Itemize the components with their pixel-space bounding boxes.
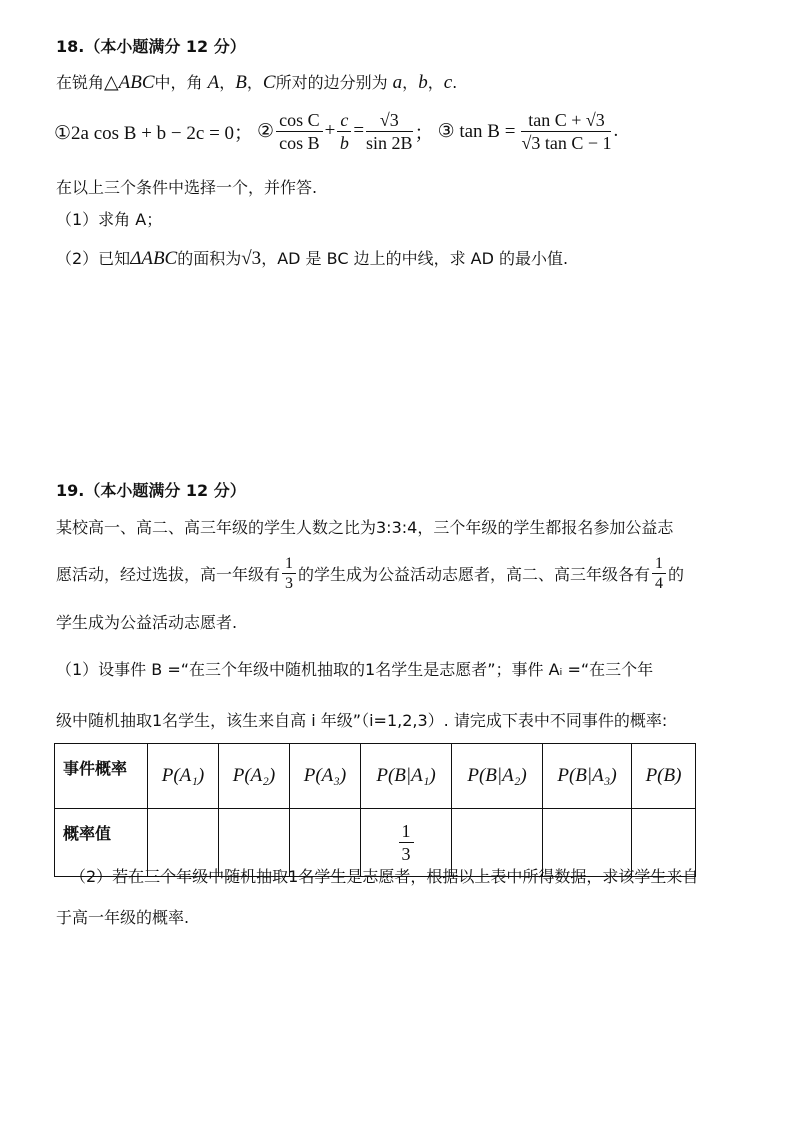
fraction-one-quarter bbox=[652, 555, 666, 592]
table-header-cell: P(A₁) bbox=[148, 744, 219, 809]
q18-side-a: a bbox=[392, 72, 403, 93]
q19-line-2 bbox=[56, 550, 684, 596]
fraction-denominator: sin 2B bbox=[366, 132, 413, 153]
q18-intro-triangle: △ABC bbox=[104, 72, 155, 93]
fraction-numerator: tan C + √3 bbox=[521, 110, 611, 132]
q18-part-2 bbox=[56, 246, 568, 270]
q19-part-1-line-1: （1）设事件 B =“在三个年级中随机抽取的1名学生是志愿者”；事件 Aᵢ =“在三个年 bbox=[56, 660, 654, 679]
fraction-numerator: cos C bbox=[276, 110, 323, 132]
fraction-denominator: cos B bbox=[279, 132, 320, 153]
q19-part-2-line-1: （2）若在三个年级中随机抽取1名学生是志愿者，根据以上表中所得数据，求该学生来自 bbox=[70, 867, 699, 886]
q19-line-2-c: 的 bbox=[668, 564, 685, 584]
q18-condition-2-equals: = bbox=[353, 120, 365, 141]
q18-condition-2-end: ； bbox=[414, 122, 434, 144]
q19-line-2-b: 的学生成为公益活动志愿者，高二、高三年级各有 bbox=[298, 564, 651, 584]
q18-angle-b: B bbox=[235, 72, 247, 93]
q18-angle-a: A bbox=[207, 72, 220, 93]
q18-part-2-c: ，AD 是 BC 边上的中线，求 AD 的最小值. bbox=[261, 249, 569, 268]
q18-choose-instruction: 在以上三个条件中选择一个，并作答. bbox=[56, 178, 318, 197]
fraction-given bbox=[399, 821, 414, 864]
q18-part-2-b: 的面积为 bbox=[177, 249, 242, 268]
q18-part-2-a: （2）已知 bbox=[56, 249, 131, 268]
table-header-cell: P(B|A₁) bbox=[361, 744, 452, 809]
q19-line-1: 某校高一、高二、高三年级的学生人数之比为3:3:4，三个年级的学生都报名参加公益志 bbox=[56, 518, 674, 537]
q18-angle-c: C bbox=[262, 72, 276, 93]
q19-title: 19.（本小题满分 12 分） bbox=[56, 481, 246, 500]
table-row-label: 概率值 bbox=[55, 809, 148, 877]
table-header-cell: P(B|A₃) bbox=[543, 744, 632, 809]
q18-intro: 在锐角△ABC中，角 A，B，C所对的边分别为 a，b，c. bbox=[56, 72, 458, 93]
q18-part-1: （1）求角 A； bbox=[56, 210, 163, 229]
q18-condition-3-lead: ③ tan B = bbox=[437, 120, 516, 142]
table-header-cell: P(A₂) bbox=[219, 744, 290, 809]
fraction-numerator: 1 bbox=[399, 821, 414, 843]
q18-condition-2-fraction-1 bbox=[276, 110, 323, 153]
q18-part-2-triangle: ΔABC bbox=[130, 248, 178, 269]
fraction-denominator: 3 bbox=[401, 844, 411, 864]
table-header-label: 事件概率 bbox=[55, 744, 148, 809]
q19-part-1-line-2: 级中随机抽取1名学生，该生来自高 i 年级”（i=1,2,3）. 请完成下表中不同事件的概率: bbox=[56, 711, 668, 730]
table-header-cell: P(B|A₂) bbox=[452, 744, 543, 809]
fraction-denominator: 3 bbox=[285, 574, 294, 592]
q19-line-3: 学生成为公益活动志愿者. bbox=[56, 613, 238, 632]
fraction-numerator: 1 bbox=[652, 555, 666, 574]
q18-condition-3-fraction bbox=[521, 110, 611, 153]
q18-intro-b: 中，角 bbox=[154, 73, 203, 92]
probability-table bbox=[54, 743, 696, 877]
q18-condition-2-plus: + bbox=[324, 120, 336, 141]
fraction-denominator: √3 tan C − 1 bbox=[521, 132, 612, 153]
q18-condition-1: ①2a cos B + b − 2c = 0； bbox=[54, 122, 254, 144]
q18-conditions bbox=[54, 102, 618, 160]
q18-title: 18.（本小题满分 12 分） bbox=[56, 37, 246, 56]
fraction-one-third bbox=[282, 555, 296, 592]
fraction-numerator: c bbox=[337, 110, 351, 132]
q18-part-2-area: √3 bbox=[241, 248, 262, 269]
q18-condition-2-fraction-2 bbox=[337, 110, 351, 153]
table-header-cell: P(B) bbox=[632, 744, 696, 809]
q18-intro-a: 在锐角 bbox=[56, 73, 105, 92]
q18-condition-2-lead: ② bbox=[257, 120, 275, 142]
q18-intro-c: 所对的边分别为 bbox=[275, 73, 388, 92]
q18-condition-2-fraction-3 bbox=[366, 110, 413, 153]
q18-side-b: b bbox=[418, 72, 428, 93]
table-header-cell: P(A₃) bbox=[290, 744, 361, 809]
fraction-numerator: 1 bbox=[282, 555, 296, 574]
q18-condition-3-end: . bbox=[613, 120, 619, 141]
table-header-row bbox=[55, 744, 696, 809]
q19-line-2-a: 愿活动，经过选拔，高一年级有 bbox=[56, 564, 281, 584]
fraction-numerator: √3 bbox=[366, 110, 413, 132]
fraction-denominator: b bbox=[339, 132, 349, 153]
q18-side-c: c bbox=[443, 72, 453, 93]
fraction-denominator: 4 bbox=[655, 574, 664, 592]
q19-part-2-line-2: 于高一年级的概率. bbox=[56, 908, 190, 927]
